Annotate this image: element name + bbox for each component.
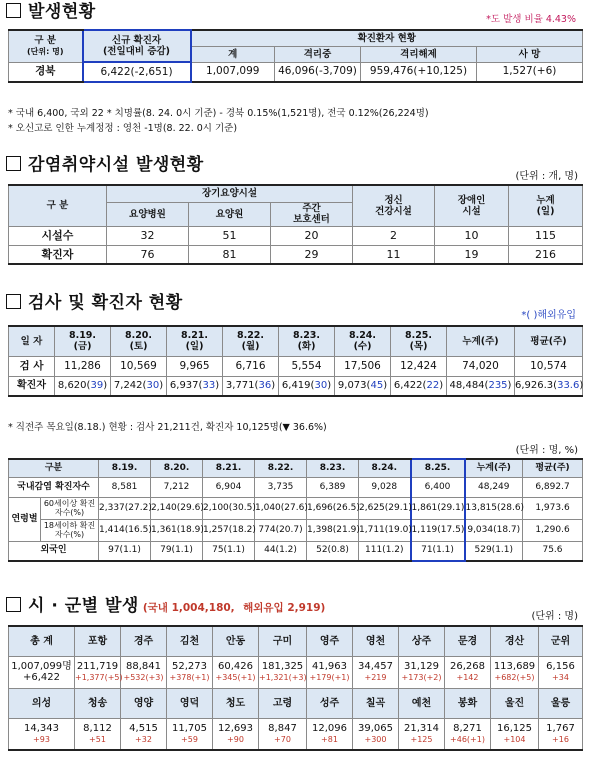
table-row [9, 519, 583, 541]
weekly-average-header: 평균(주) [523, 459, 583, 477]
region-name: 군위 [539, 626, 583, 656]
cell: 216 [509, 245, 583, 264]
cell: 8,620(39) [55, 376, 111, 396]
date-header-highlighted: 8.25. [411, 459, 465, 477]
section2-title: 감염취약시설 발생현황 [6, 155, 204, 175]
deaths-value: 1,527(+6) [477, 62, 583, 82]
domestic-count: (국내 1,004,180, [142, 602, 235, 614]
region-name: 고령 [259, 688, 307, 718]
region-cell: 1,767 +16 [539, 718, 583, 750]
tests-confirmed-table [8, 325, 583, 397]
date-header: 8.21. [203, 459, 255, 477]
region-cell: 4,515 +32 [121, 718, 167, 750]
cell: 1,040(27.6) [255, 497, 307, 519]
date-header: 8.24. [359, 459, 411, 477]
region-cell: 1,007,099명 +6,422 [9, 656, 75, 688]
region-cell: 6,156 +34 [539, 656, 583, 688]
section3-overseas-note: *( )해외유입 [521, 310, 576, 321]
section4-title: 시 · 군별 발생 (국내 1,004,180, 해외유입 2,919) [6, 596, 325, 618]
row-label: 국내감염 확진자수 [9, 477, 99, 497]
date-header: 8.24. (수) [335, 326, 391, 356]
cell: 9,034(18.7) [465, 519, 523, 541]
cell: 10 [435, 226, 509, 245]
region-name: 문경 [445, 626, 491, 656]
region-name-row [9, 688, 583, 718]
vulnerable-facilities-table [8, 184, 583, 265]
region-name: 청도 [213, 688, 259, 718]
region-cell: 16,125 +104 [491, 718, 539, 750]
cell: 7,212 [151, 477, 203, 497]
cell: 1,290.6 [523, 519, 583, 541]
weekly-total-header: 누계(주) [447, 326, 515, 356]
header-cumulative: 누계 (일) [509, 185, 583, 226]
region-cell: 52,273 +378(+1) [167, 656, 213, 688]
date-header: 8.20. [151, 459, 203, 477]
region-cell: 113,689 +682(+5) [491, 656, 539, 688]
section1-note-1: * 국내 6,400, 국외 22 * 치명률(8. 24. 0시 기준) - 경북 0.15%(1,521명), 전국 0.12%(26,224명) [8, 108, 429, 119]
cell: 3,771(36) [223, 376, 279, 396]
region-name: 봉화 [445, 688, 491, 718]
cell: 11,286 [55, 356, 111, 376]
age-group-label: 연령별 [9, 497, 41, 541]
cell-highlighted: 1,861(29.1) [411, 497, 465, 519]
cell: 48,484(235) [447, 376, 515, 396]
cell: 7,242(30) [111, 376, 167, 396]
date-header: 8.23. (화) [279, 326, 335, 356]
region-name: 영양 [121, 688, 167, 718]
new-cases-value: 6,422(-2,651) [83, 62, 191, 82]
cell: 1,973.6 [523, 497, 583, 519]
released-value: 959,476(+10,125) [361, 62, 477, 82]
date-header: 8.25. (목) [391, 326, 447, 356]
region-name: 칠곡 [353, 688, 399, 718]
region-name: 의성 [9, 688, 75, 718]
header-nursing-home: 요양원 [189, 202, 271, 226]
cell-highlighted: 1,119(17.5) [411, 519, 465, 541]
checkbox-square-icon [6, 597, 21, 612]
cell: 1,361(18.9) [151, 519, 203, 541]
cell-highlighted: 71(1.1) [411, 541, 465, 561]
cell: 9,028 [359, 477, 411, 497]
cell: 111(1.2) [359, 541, 411, 561]
region-cell: 12,096 +81 [307, 718, 353, 750]
cell: 29 [271, 245, 353, 264]
cell-highlighted: 6,400 [411, 477, 465, 497]
cell: 44(1.2) [255, 541, 307, 561]
header-total: 계 [191, 46, 275, 62]
cell: 10,569 [111, 356, 167, 376]
cell: 1,414(16.5) [99, 519, 151, 541]
cell: 74,020 [447, 356, 515, 376]
region-name: 울릉 [539, 688, 583, 718]
cell: 774(20.7) [255, 519, 307, 541]
isolated-value: 46,096(-3,709) [275, 62, 361, 82]
region-cell: 31,129 +173(+2) [399, 656, 445, 688]
cell: 3,735 [255, 477, 307, 497]
region-name: 영천 [353, 626, 399, 656]
region-cell: 34,457 +219 [353, 656, 399, 688]
region-cell: 211,719 +1,377(+5) [75, 656, 121, 688]
header-disability: 장애인 시설 [435, 185, 509, 226]
region-name: 경산 [491, 626, 539, 656]
header-released: 격리해제 [361, 46, 477, 62]
cell: 19 [435, 245, 509, 264]
cell: 6,926.3(33.6) [515, 376, 583, 396]
region-name: 구미 [259, 626, 307, 656]
total-value: 1,007,099 [191, 62, 275, 82]
table-row [9, 497, 583, 519]
row-label: 검 사 [9, 356, 55, 376]
table-row [9, 245, 583, 264]
row-label: 확진자 [9, 376, 55, 396]
header-gubun: 구 분 (단위: 명) [9, 30, 83, 62]
region-name: 안동 [213, 626, 259, 656]
cell: 75.6 [523, 541, 583, 561]
region-cell: 181,325 +1,321(+3) [259, 656, 307, 688]
table-row [9, 541, 583, 561]
row-label: 외국인 [9, 541, 99, 561]
cell: 51 [189, 226, 271, 245]
region-value-row [9, 656, 583, 688]
header-nursing-hospital: 요양병원 [107, 202, 189, 226]
cell: 2,140(29.6) [151, 497, 203, 519]
cell: 5,554 [279, 356, 335, 376]
header-isolated: 격리중 [275, 46, 361, 62]
table-row [9, 226, 583, 245]
section1-title: 발생현황 [6, 2, 96, 22]
cell: 32 [107, 226, 189, 245]
row-label: 60세이상 확진자수(%) [41, 497, 99, 519]
cell: 10,574 [515, 356, 583, 376]
header-date: 일 자 [9, 326, 55, 356]
cell: 1,711(19.0) [359, 519, 411, 541]
section3-title: 검사 및 확진자 현황 [6, 293, 183, 313]
region-cell: 11,705 +59 [167, 718, 213, 750]
date-header: 8.20. (토) [111, 326, 167, 356]
outbreak-status-table [8, 29, 583, 83]
cell: 6,422(22) [391, 376, 447, 396]
header-day-care: 주간 보호센터 [271, 202, 353, 226]
weekly-average-header: 평균(주) [515, 326, 583, 356]
weekly-total-header: 누계(주) [465, 459, 523, 477]
region-name: 울진 [491, 688, 539, 718]
cell: 6,904 [203, 477, 255, 497]
row-label: 18세이하 확진자수(%) [41, 519, 99, 541]
cell: 76 [107, 245, 189, 264]
cell: 6,419(30) [279, 376, 335, 396]
cell: 13,815(28.6) [465, 497, 523, 519]
row-label: 시설수 [9, 226, 107, 245]
header-mental-health: 정신 건강시설 [353, 185, 435, 226]
cell: 97(1.1) [99, 541, 151, 561]
checkbox-square-icon [6, 156, 21, 171]
header-long-term-care: 장기요양시설 [107, 185, 353, 202]
region-cell: 12,693 +90 [213, 718, 259, 750]
region-cell: 88,841 +532(+3) [121, 656, 167, 688]
region-cell: 60,426 +345(+1) [213, 656, 259, 688]
table-row [9, 477, 583, 497]
row-label: 확진자 [9, 245, 107, 264]
checkbox-square-icon [6, 3, 21, 18]
section4-unit: (단위 : 명) [531, 611, 578, 622]
cell: 9,965 [167, 356, 223, 376]
city-county-table [8, 625, 583, 751]
cell: 75(1.1) [203, 541, 255, 561]
region-name: 영주 [307, 626, 353, 656]
region-name: 영덕 [167, 688, 213, 718]
header-confirmed-status: 확진환자 현황 [191, 30, 583, 46]
cell: 6,389 [307, 477, 359, 497]
section3-mid-note: * 직전주 목요일(8.18.) 현황 : 검사 21,211건, 확진자 10,125명(▼ 36.6%) [8, 422, 327, 433]
region-cell: 26,268 +142 [445, 656, 491, 688]
table-row [9, 376, 583, 396]
cell: 2,625(29.1) [359, 497, 411, 519]
cell: 6,937(33) [167, 376, 223, 396]
header-gubun: 구 분 [9, 185, 107, 226]
header-deaths: 사 망 [477, 46, 583, 62]
cell: 11 [353, 245, 435, 264]
section1-ratio-note: *도 발생 비율 4.43% [486, 14, 576, 25]
table-row [9, 356, 583, 376]
age-breakdown-table [8, 458, 583, 562]
region-name: 예천 [399, 688, 445, 718]
region-cell: 14,343 +93 [9, 718, 75, 750]
date-header: 8.22. (월) [223, 326, 279, 356]
section1-note-2: * 오신고로 인한 누계정정 : 영천 -1명(8. 22. 0시 기준) [8, 123, 238, 134]
region-name: 상주 [399, 626, 445, 656]
region-cell: 8,847 +70 [259, 718, 307, 750]
cell: 6,716 [223, 356, 279, 376]
cell: 81 [189, 245, 271, 264]
overseas-count: 해외유입 2,919) [243, 602, 326, 614]
cell: 529(1.1) [465, 541, 523, 561]
region-value-row [9, 718, 583, 750]
cell: 48,249 [465, 477, 523, 497]
cell: 1,257(18.2) [203, 519, 255, 541]
region-cell: 8,271 +46(+1) [445, 718, 491, 750]
date-header: 8.19. (금) [55, 326, 111, 356]
cell: 6,892.7 [523, 477, 583, 497]
cell: 9,073(45) [335, 376, 391, 396]
header-new-cases: 신규 확진자 (전일대비 증감) [83, 30, 191, 62]
region-name: 총 계 [9, 626, 75, 656]
region-name: 김천 [167, 626, 213, 656]
region-cell: 39,065 +300 [353, 718, 399, 750]
cell: 1,696(26.5) [307, 497, 359, 519]
region-cell: 21,314 +125 [399, 718, 445, 750]
cell: 20 [271, 226, 353, 245]
date-header: 8.19. [99, 459, 151, 477]
region-name: 성주 [307, 688, 353, 718]
region-name: 청송 [75, 688, 121, 718]
cell: 12,424 [391, 356, 447, 376]
cell: 2 [353, 226, 435, 245]
region-name-row [9, 626, 583, 656]
checkbox-square-icon [6, 294, 21, 309]
region-name: 포항 [75, 626, 121, 656]
region-cell: 41,963 +179(+1) [307, 656, 353, 688]
date-header: 8.21. (일) [167, 326, 223, 356]
cell: 79(1.1) [151, 541, 203, 561]
row-label-gyeongbuk: 경북 [9, 62, 83, 82]
date-header: 8.22. [255, 459, 307, 477]
date-header: 8.23. [307, 459, 359, 477]
section3-unit: (단위 : 명, %) [515, 445, 578, 456]
cell: 1,398(21.9) [307, 519, 359, 541]
region-cell: 8,112 +51 [75, 718, 121, 750]
cell: 8,581 [99, 477, 151, 497]
section2-unit: (단위 : 개, 명) [515, 171, 578, 182]
cell: 115 [509, 226, 583, 245]
region-name: 경주 [121, 626, 167, 656]
cell: 2,337(27.2) [99, 497, 151, 519]
cell: 52(0.8) [307, 541, 359, 561]
cell: 17,506 [335, 356, 391, 376]
cell: 2,100(30.5) [203, 497, 255, 519]
header-gubun: 구분 [9, 459, 99, 477]
